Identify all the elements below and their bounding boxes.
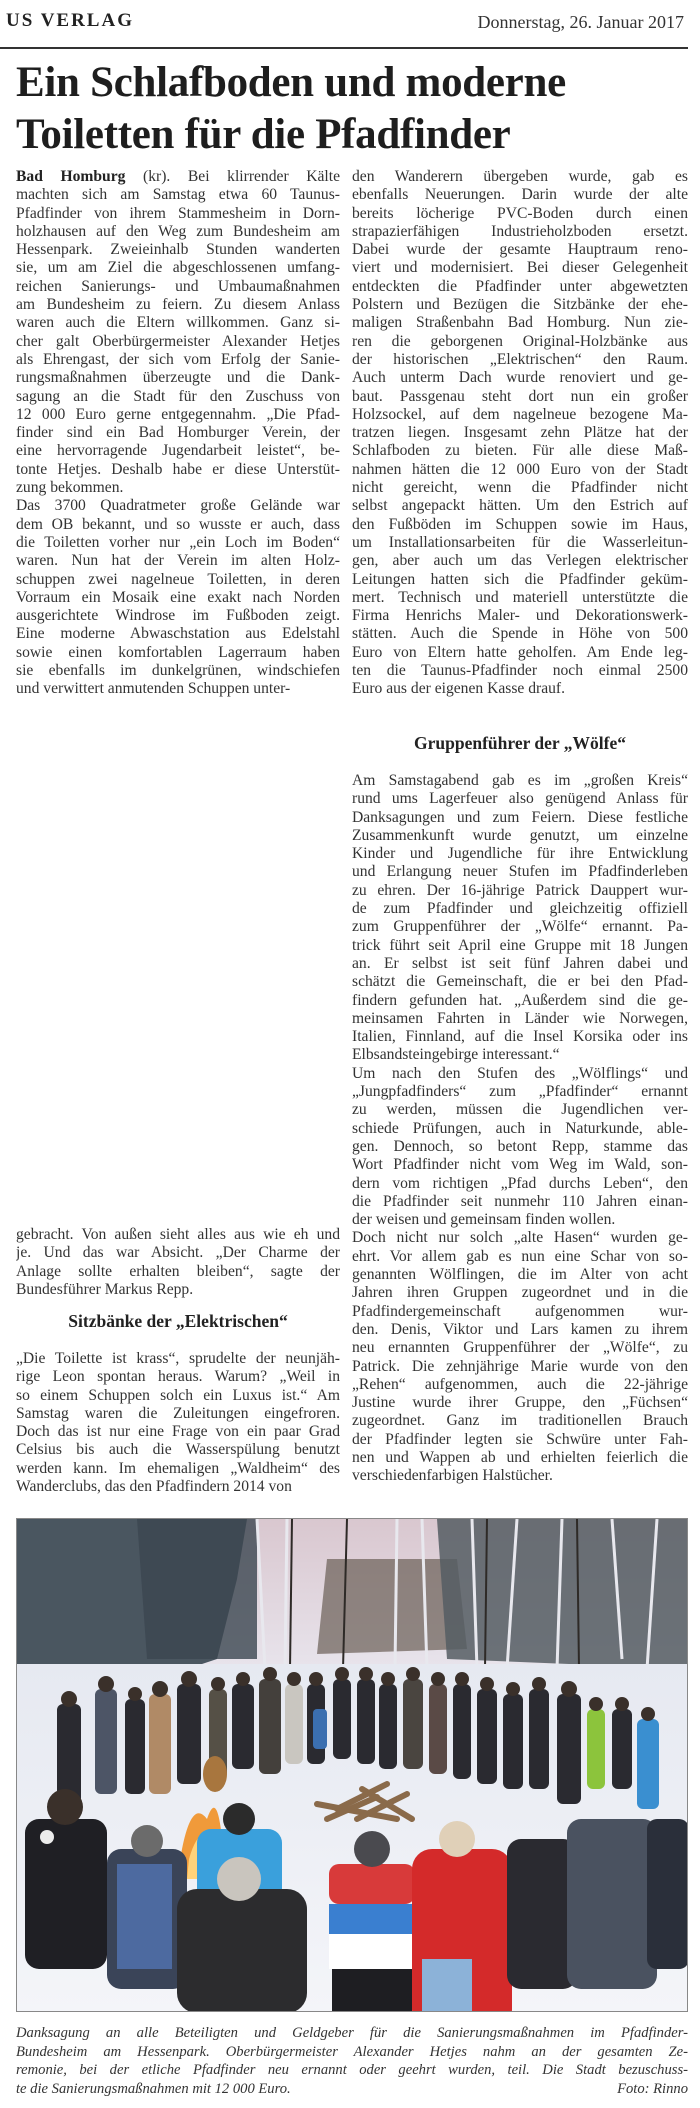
body-line: als Ehrengast, der sich vom Erfolg der Sanie- <box>16 350 340 368</box>
body-line: Italien, Finnland, auf die Insel Korsika oder ins <box>352 1028 688 1046</box>
body-line: um Installationsarbeiten für die Wasserleitun- <box>352 533 688 551</box>
body-line: nahmen hätten die 12 000 Euro von der Stadt <box>352 460 688 478</box>
body-line: Firma Henrichs Maler- und Dekorationswerk- <box>352 607 688 625</box>
photo-caption <box>16 2024 688 2098</box>
body-line: baut. Passgenau steht dort nun ein großer <box>352 387 688 405</box>
body-line: Doch nicht nur solch „alte Hasen“ wurden ge- <box>352 1229 688 1247</box>
body-line: dern vom richtigen „Pfad durchs Leben“, den <box>352 1174 688 1192</box>
body-line: Samstag waren die Zuleitungen eingefroren. <box>16 1404 340 1422</box>
article-headline <box>16 57 688 161</box>
caption-line: te die Sanierungsmaßnahmen mit 12 000 Euro. <box>16 2080 291 2097</box>
body-line: Um nach den Stufen des „Wölflings“ und <box>352 1064 688 1082</box>
body-line: Schlafboden zu bieten. Für alle diese Maß- <box>352 442 688 460</box>
body-line: sowie einen komfortablen Lagerraum haben <box>16 643 340 661</box>
body-line: den. Denis, Viktor und Lars kamen zu ihrem <box>352 1320 688 1338</box>
header-rule <box>0 47 688 49</box>
body-line: rungsmaßnahmen überzeugte und die Dank- <box>16 369 340 387</box>
body-line: der Pfadfinder legten sie Schwüre unter Fah- <box>352 1430 688 1448</box>
body-line: Holzsockel, auf dem nagelneue bezogene Ma- <box>352 405 688 423</box>
body-line: der historischen „Elektrischen“ den Raum. <box>352 350 688 368</box>
body-line: werden kann. Im ehemaligen „Waldheim“ des <box>16 1459 340 1477</box>
body-line: sie ebenfalls im dunkelgrünen, windschiefen <box>16 662 340 680</box>
body-line: verschiedenfarbigen Halstücher. <box>352 1467 553 1485</box>
body-line: selbst angepackt hätten. Um den Estrich auf <box>352 497 688 515</box>
dateline: Bad Homburg <box>16 168 126 185</box>
body-line: Kinder und Jugendliche für ihre Entwicklung <box>352 845 688 863</box>
body-line: sagung an die Stadt für den Zuschuss von <box>16 387 340 405</box>
left-column-bottom <box>16 1226 340 1299</box>
body-line: zugeordnet. Ganz im traditionellen Brauch <box>352 1412 688 1430</box>
body-line: bereits löcherige PVC-Boden durch einen <box>352 204 688 222</box>
body-line: findern gefunden hat. „Außerdem sind die ge- <box>352 991 688 1009</box>
body-line: meinsamen Fahrten in Länder wie Norwegen, <box>352 1009 688 1027</box>
body-line: Elbsandsteingebirge interessant.“ <box>352 1046 560 1064</box>
body-line: cher galt Oberbürgermeister Alexander Hetjes <box>16 332 340 350</box>
body-line: sie, um am Ziel die abgeschlossenen umfang- <box>16 259 340 277</box>
body-line: genannten Wölflingen, die im Alter von acht <box>352 1266 688 1284</box>
body-line: mert. Technisch und materiell unterstützte die <box>352 588 688 606</box>
body-line: Polstern und Bezügen die Sitzbänke der ehe- <box>352 296 688 314</box>
body-line: ten die Taunus-Pfadfinder noch einmal 2500 <box>352 662 688 680</box>
body-line: Euro von Eltern hatte geholfen. Am Ende leg- <box>352 643 688 661</box>
body-line: ehrt. Vor allem gab es nun eine Schar von so- <box>352 1247 688 1265</box>
body-line: Vorraum ein Mosaik eine exakt nach Norden <box>16 588 340 606</box>
body-line: gebracht. Von außen sieht alles aus wie eh und <box>16 1226 340 1243</box>
body-line: Anlage sollte erhalten bleiben“, sagte der <box>16 1262 340 1280</box>
body-line: rige Leon spontan heraus. Warum? „Weil in <box>16 1368 340 1386</box>
body-line: zum Gruppenführer der „Wölfe“ ernannt. Pa- <box>352 918 688 936</box>
body-line: trick führt seit April eine Gruppe mit 18 Jungen <box>352 936 688 954</box>
body-line: schuppen zwei nagelneue Toiletten, in deren <box>16 570 340 588</box>
body-line: 12 000 Euro gerne entgegennahm. „Die Pfad- <box>16 405 340 423</box>
body-line: Hessenpark. Zweieinhalb Stunden wanderten <box>16 241 340 259</box>
body-line: Wanderclubs, das den Pfadfindern 2014 von <box>16 1478 292 1496</box>
subheading-gruppenfuehrer: Gruppenführer der „Wölfe“ <box>414 733 626 753</box>
body-line: waren auch die Eltern willkommen. Ganz si- <box>16 314 340 332</box>
body-line: Zusammenkunft wurde genutzt, um einzelne <box>352 826 688 844</box>
body-line: und Erlangung neuer Stufen im Pfadfinderleben <box>352 863 688 881</box>
caption-line: Danksagung an alle Beteiligten und Geldgeber für die Sanierungsmaßnahmen im Pfadfinder- <box>16 2025 688 2041</box>
caption-line: Bundesheim am Hessenpark. Oberbürgermeister Alexander Hetjes nahm an der gesamten Ze- <box>16 2043 688 2060</box>
body-line: reichen Sanierungs- und Umbaumaßnahmen <box>16 277 340 295</box>
body-line: Danksagungen und zum Feiern. Diese festliche <box>352 808 688 826</box>
body-line: Pfadfindergemeinschaft aufgenommen wur- <box>352 1302 688 1320</box>
caption-line: remonie, bei der etliche Pfadfinder neu ernannt oder geehrt wurden, teil. Die Stadt bezuschuss- <box>16 2062 688 2079</box>
article-photo <box>16 1518 688 2012</box>
body-line: holzhausen auf den Weg zum Bundesheim am <box>16 222 340 240</box>
body-line: ebenfalls Neuerungen. Darin wurde der alte <box>352 186 688 204</box>
body-line: finder sind ein Bad Homburger Verein, der <box>16 424 340 442</box>
right-column-top <box>352 168 688 699</box>
body-line: die Pfadfinder seit nunmehr 110 Jahren einan- <box>352 1192 688 1210</box>
body-line: schätzt die Gemeinschaft, die er bei den Pfad- <box>352 973 688 991</box>
body-line: Pfadfinder von ihrem Stammesheim in Dorn- <box>16 204 340 222</box>
body-line: den Wanderern übergeben wurde, gab es <box>352 168 688 185</box>
body-line: zu ehren. Der 16-jährige Patrick Dauppert wur- <box>352 881 688 899</box>
body-line: schiede Prüfungen, auch in Naturkunde, able- <box>352 1119 688 1137</box>
body-line: die Toiletten vorher nur „ein Loch im Boden“ <box>16 533 340 551</box>
body-line: je. Und das war Absicht. „Der Charme der <box>16 1244 340 1262</box>
body-line: nen und Wappen ab und erhielten feierlich die <box>352 1448 688 1466</box>
body-line: strapazierfähigen Industrieholzboden ersetzt. <box>352 222 688 240</box>
body-line: so einem Schuppen solch ein Luxus ist.“ Am <box>16 1386 340 1404</box>
body-line: am Bundesheim zu feiern. Zu diesem Anlass <box>16 296 340 314</box>
body-line: Wort Pfadfinder nicht vom Weg im Wald, son- <box>352 1156 688 1174</box>
body-line: eine hervorragende Jugendarbeit leistet“, be- <box>16 442 340 460</box>
body-line: Justine wurde ihrer Gruppe, den „Füchsen“ <box>352 1394 688 1412</box>
body-line: machten sich am Samstag etwa 60 Taunus- <box>16 186 340 204</box>
body-line: an. Er selbst ist seit fünf Jahren dabei und <box>352 954 688 972</box>
body-line: und verwittert anmutenden Schuppen unter- <box>16 680 291 698</box>
body-line: Das 3700 Quadratmeter große Gelände war <box>16 497 340 515</box>
body-line: nicht gereicht, wenn die Pfadfinder nicht <box>352 479 688 497</box>
body-line: entdeckten die Pfadfinder unter abgewetzten <box>352 277 688 295</box>
publisher-name: US VERLAG <box>6 10 134 31</box>
body-line: rund ums Lagerfeuer also genügend Anlass für <box>352 790 688 808</box>
body-line: gen, aber auch um das Verlegen elektrischer <box>352 552 688 570</box>
body-line: Jahren ihren Gruppen zugeordnet und in die <box>352 1284 688 1302</box>
headline-line: Toiletten für die Pfadfinder <box>16 111 511 158</box>
body-line: Dabei wurde der gesamte Hauptraum reno- <box>352 241 688 259</box>
body-line: viert und modernisiert. Bei dieser Gelegenheit <box>352 259 688 277</box>
body-line: zu werden, müssen die Jugendlichen ver- <box>352 1101 688 1119</box>
body-line: Leitungen hatten sich die Pfadfinder geküm- <box>352 570 688 588</box>
body-line: waren. Nun hat der Verein im alten Holz- <box>16 552 340 570</box>
body-line: de zum Pfadfinder und gleichzeitig offiziell <box>352 900 688 918</box>
body-line: den Fußböden im Schuppen sowie im Haus, <box>352 515 688 533</box>
left-column-section2 <box>16 1350 340 1496</box>
body-line <box>16 168 340 186</box>
body-line: der weisen und gemeinsam finden wollen. <box>352 1211 616 1229</box>
body-line: Patrick. Die zehnjährige Marie wurde von den <box>352 1357 688 1375</box>
body-line: Bundesführer Markus Repp. <box>16 1280 194 1298</box>
body-line: Doch das ist nur eine Frage von ein paar Grad <box>16 1423 340 1441</box>
body-line: Am Samstagabend gab es im „großen Kreis“ <box>352 772 688 789</box>
body-line: zung bekommen. <box>16 479 124 497</box>
issue-date: Donnerstag, 26. Januar 2017 <box>477 12 684 32</box>
body-line: dem OB bekannt, und so wusste er auch, dass <box>16 515 340 533</box>
body-line: Celsius bis auch die Wasserspülung benutzt <box>16 1441 340 1459</box>
body-text: (kr). Bei klirrender Kälte <box>125 168 340 185</box>
body-line: maligen Straßenbahn Bad Homburg. Nun zie- <box>352 314 688 332</box>
left-column-top <box>16 168 340 699</box>
body-line: tratzen liegen. Insgesamt zehn Plätze hat der <box>352 424 688 442</box>
body-line: Auch unterm Dach wurde renoviert und ge- <box>352 369 688 387</box>
body-line: gen. Dennoch, so betont Repp, stamme das <box>352 1137 688 1155</box>
body-line: tonte Hetjes. Deshalb habe er diese Unterstüt- <box>16 460 340 478</box>
body-line: Eine moderne Abwaschstation aus Edelstahl <box>16 625 340 643</box>
body-line: „Jungpfadfinders“ zum „Pfadfinder“ ernannt <box>352 1083 688 1101</box>
body-line: ausgerichtete Windrose im Fußboden zeigt. <box>16 607 340 625</box>
headline-line: Ein Schlafboden und moderne <box>16 59 566 106</box>
subheading-sitzbaenke: Sitzbänke der „Elektrischen“ <box>68 1311 288 1331</box>
body-line: „Die Toilette ist krass“, sprudelte der neunjäh- <box>16 1350 340 1367</box>
right-column-section2 <box>352 772 688 1486</box>
photo-scout-ceremony-snow <box>17 1519 688 2012</box>
body-line: neu ernannten Gruppenführer der „Wölfe“, zu <box>352 1339 688 1357</box>
body-line: Euro aus der eigenen Kasse drauf. <box>352 680 566 698</box>
body-line: stätten. Auch die Spende in Höhe von 500 <box>352 625 688 643</box>
body-line: „Rehen“ aufgenommen, auch die 22-jährige <box>352 1375 688 1393</box>
caption-line-last <box>16 2080 688 2099</box>
photo-credit: Foto: Rinno <box>617 2080 688 2097</box>
body-line: ren die geborgenen Original-Holzbänke aus <box>352 332 688 350</box>
